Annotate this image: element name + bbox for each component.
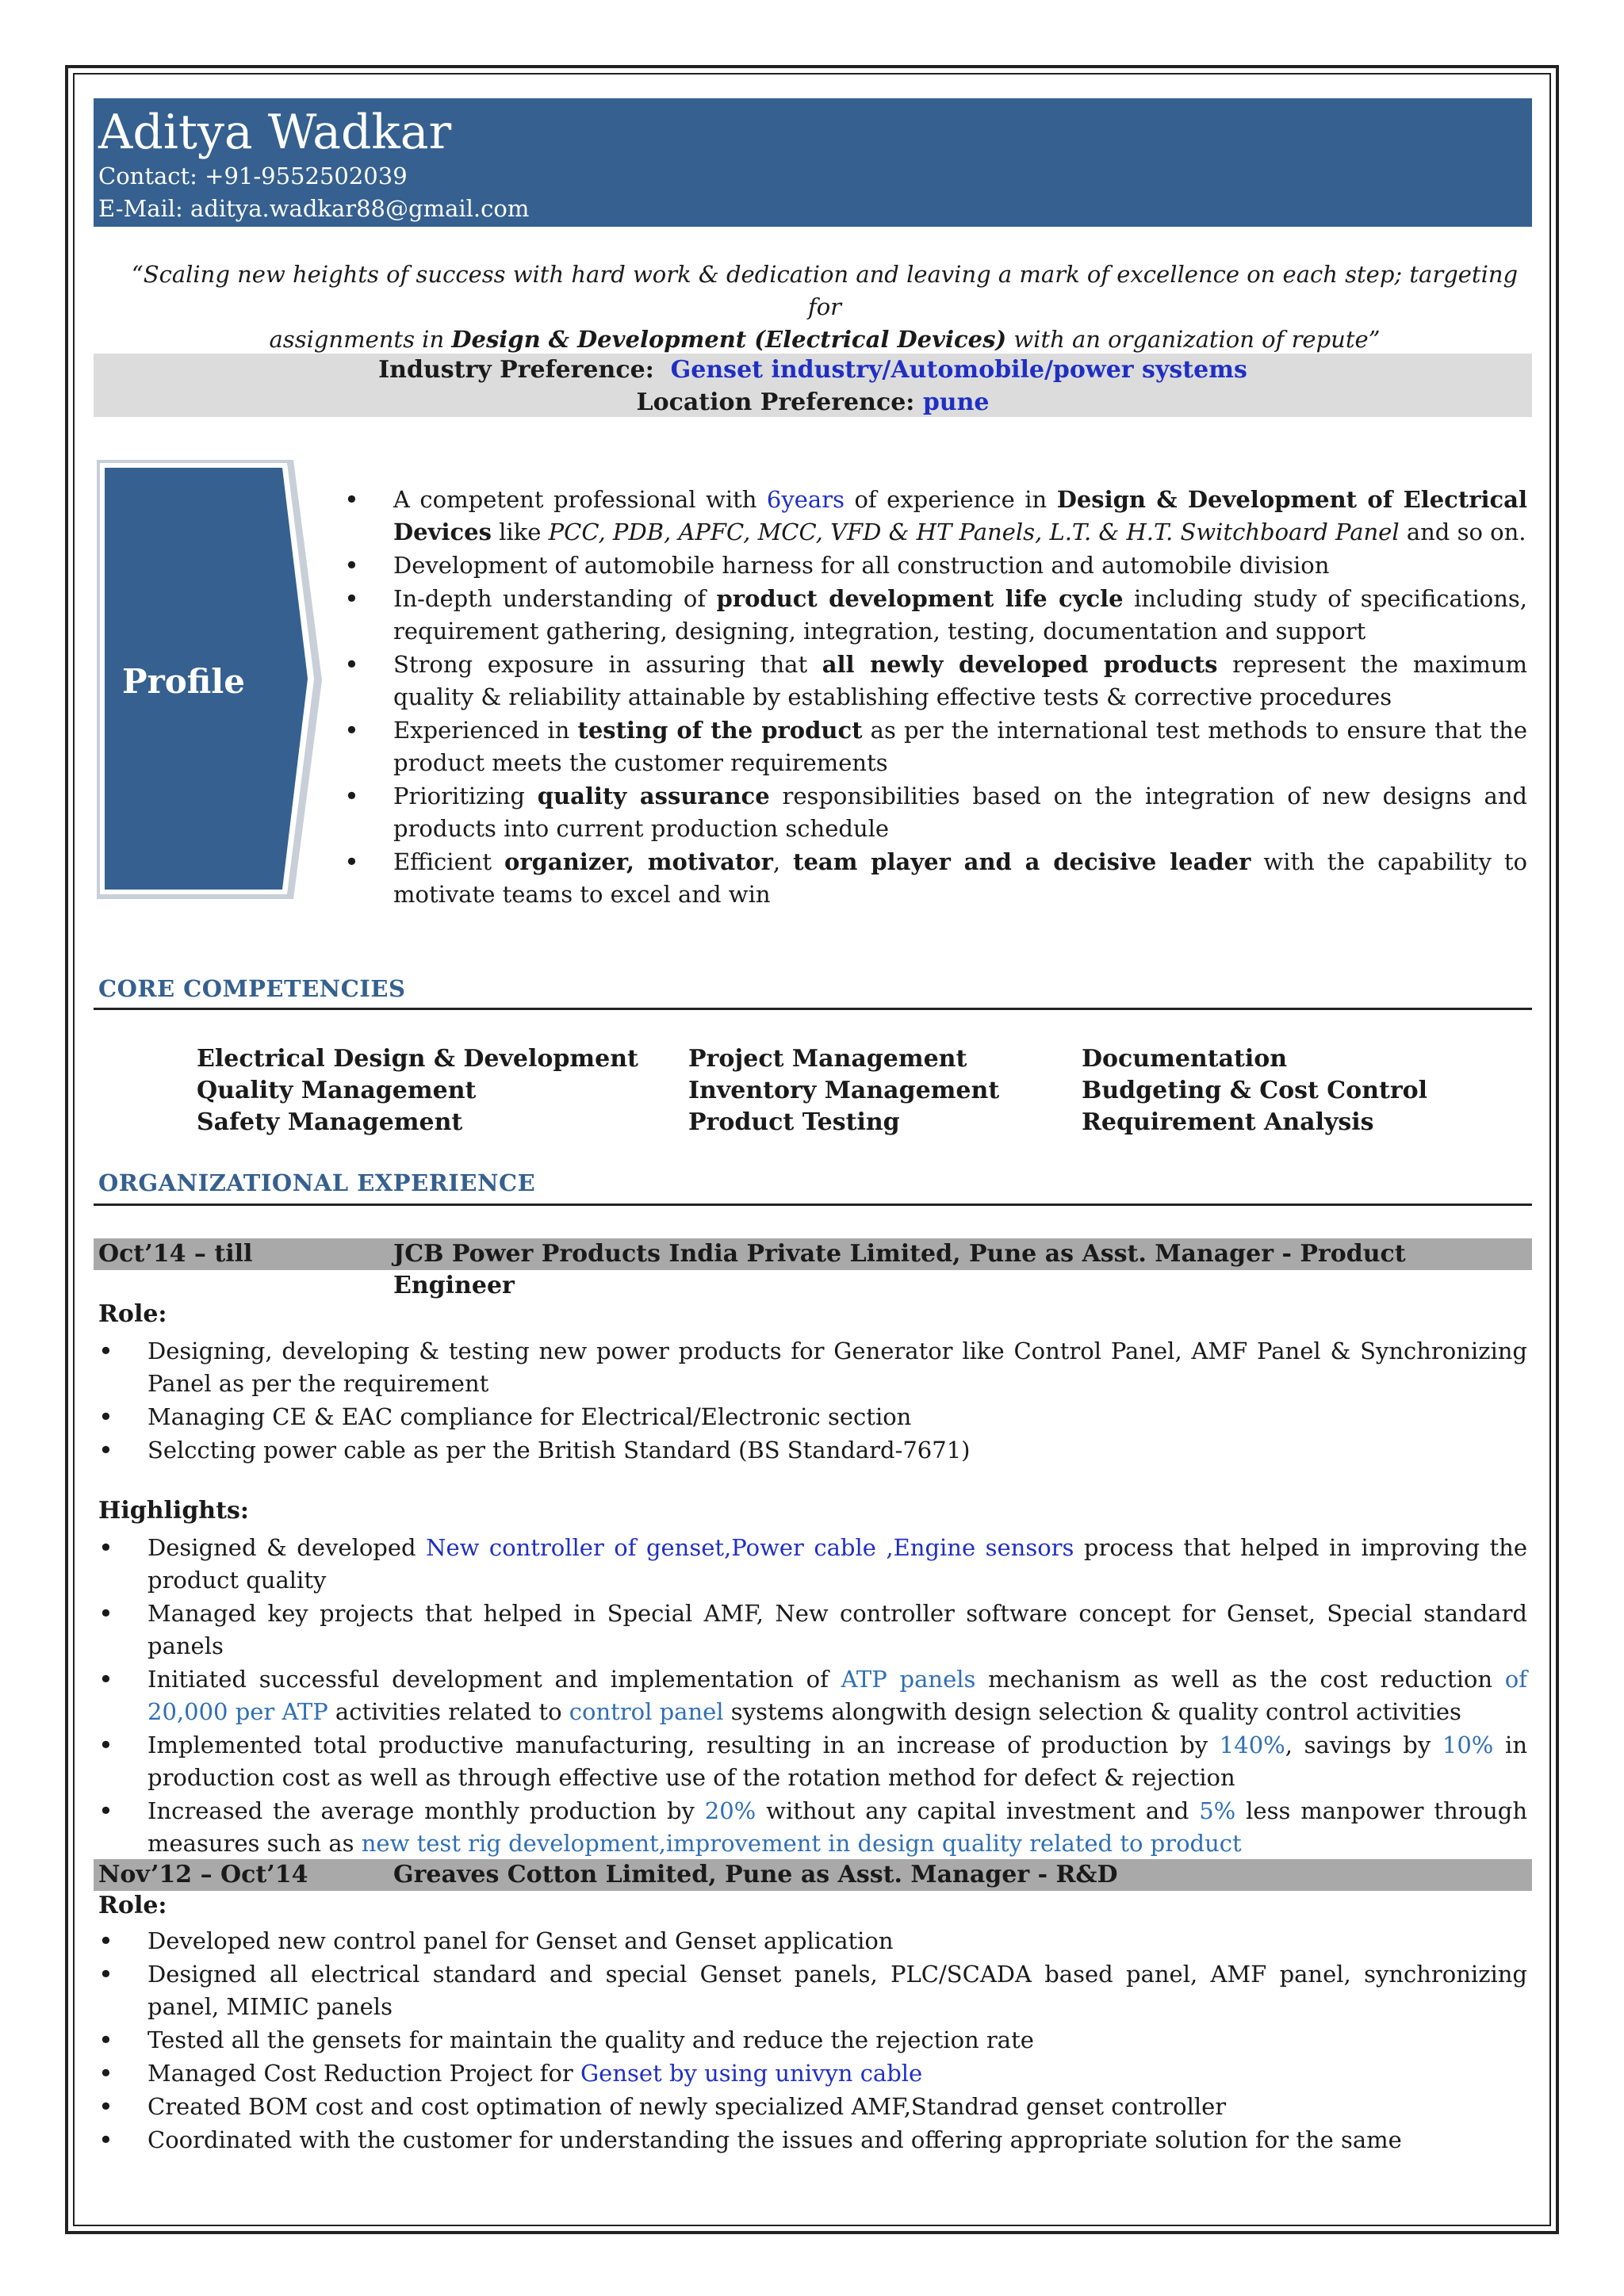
competency-column-1: [197, 1043, 638, 1138]
profile-bullet: • Efficient organizer, motivator, team player and a decisive leader with the capability to motivate teams to excel and win: [393, 846, 1527, 911]
job-1-highlights-label: Highlights:: [98, 1497, 249, 1525]
core-competencies-title: CORE COMPETENCIES: [98, 975, 406, 1002]
job-1-role-bullet: • Selccting power cable as per the British Standard (BS Standard-7671): [147, 1434, 1527, 1467]
competency-item: Inventory Management: [688, 1077, 1000, 1104]
job-2-dates: Nov’12 – Oct’14: [98, 1861, 308, 1888]
job-1-highlight-bullet: • Designed & developed New controller of genset,Power cable ,Engine sensors process that helped in improving the product quality: [147, 1532, 1527, 1597]
job-1-role-bullet: • Managing CE & EAC compliance for Electrical/Electronic section: [147, 1401, 1527, 1433]
competency-item: Project Management: [688, 1045, 967, 1073]
competency-item: Product Testing: [688, 1108, 900, 1136]
quote-line-2: assignments in Design & Development (Electrical Devices) with an organization of repute”: [269, 326, 1381, 353]
industry-preference: Industry Preference: Genset industry/Automobile/power systems: [378, 356, 1247, 384]
competency-item: Budgeting & Cost Control: [1082, 1077, 1428, 1104]
profile-bullet: • A competent professional with 6years of experience in Design & Development of Electrical Devices like PCC, PDB, APFC, MCC, VFD & HT Panels, L.T. & H.T. Switchboard Panel and so on.: [393, 484, 1527, 549]
preferences-band: [94, 354, 1532, 417]
competency-item: Safety Management: [197, 1108, 463, 1136]
job-2-role-bullet: • Tested all the gensets for maintain the quality and reduce the rejection rate: [147, 2024, 1527, 2057]
candidate-name: Aditya Wadkar: [98, 105, 452, 160]
job-1-highlight-bullet: • Initiated successful development and implementation of ATP panels mechanism as well as the cost reduction of 20,000 per ATP activities related to control panel systems alongwith design selection & quality control activities: [147, 1663, 1527, 1728]
profile-arrow-panel: [92, 457, 330, 901]
competency-column-2: [688, 1043, 999, 1138]
profile-bullet: • Experienced in testing of the product as per the international test methods to ensure that the product meets the customer requirements: [393, 714, 1527, 779]
job-2-title: Greaves Cotton Limited, Pune as Asst. Manager - R&D: [393, 1861, 1118, 1888]
job-1-highlight-bullet: • Implemented total productive manufacturing, resulting in an increase of production by 140%, savings by 10% in production cost as well as through effective use of the rotation method for defect & rejection: [147, 1729, 1527, 1794]
job-2-role-bullet: • Coordinated with the customer for understanding the issues and offering appropriate solution for the same: [147, 2124, 1527, 2156]
job-2-role-bullet: • Managed Cost Reduction Project for Genset by using univyn cable: [147, 2057, 1527, 2090]
core-competencies-rule: [94, 1008, 1532, 1010]
job-1-highlight-bullet: • Managed key projects that helped in Special AMF, New controller software concept for Genset, Special standard panels: [147, 1598, 1527, 1663]
job-1-dates: Oct’14 – till: [98, 1240, 253, 1268]
job-2-role-label: Role:: [98, 1892, 167, 1919]
contact-email[interactable]: E-Mail: aditya.wadkar88@gmail.com: [98, 195, 530, 222]
job-1-bar: [94, 1238, 1532, 1299]
contact-phone: Contact: +91-9552502039: [98, 163, 408, 189]
profile-bullet: • Strong exposure in assuring that all newly developed products represent the maximum quality & reliability attainable by establishing effective tests & corrective procedures: [393, 649, 1527, 714]
experience-title: ORGANIZATIONAL EXPERIENCE: [98, 1169, 536, 1196]
profile-label: Profile: [122, 662, 245, 701]
job-2-role-bullet: • Designed all electrical standard and special Genset panels, PLC/SCADA based panel, AMF panel, synchronizing panel, MIMIC panels: [147, 1958, 1527, 2023]
profile-bullet: • Prioritizing quality assurance responsibilities based on the integration of new designs and products into current production schedule: [393, 780, 1527, 845]
career-objective-quote: [127, 258, 1522, 356]
job-2-role-bullet: • Created BOM cost and cost optimation of newly specialized AMF,Standrad genset controller: [147, 2091, 1527, 2123]
job-2-role-bullet: • Developed new control panel for Genset and Genset application: [147, 1925, 1527, 1957]
location-preference: Location Preference: pune: [636, 388, 990, 416]
job-1-highlight-bullet: • Increased the average monthly production by 20% without any capital investment and 5% less manpower through measures such as new test rig development,improvement in design quality related to product: [147, 1795, 1527, 1860]
experience-rule: [94, 1203, 1532, 1206]
quote-line-1: “Scaling new heights of success with hard work & dedication and leaving a mark of excellence on each step; targeting for: [131, 261, 1519, 320]
job-2-role-bullets: [147, 1925, 1527, 2157]
competency-item: Electrical Design & Development: [197, 1045, 638, 1073]
competency-column-3: [1082, 1043, 1427, 1138]
competency-item: Documentation: [1082, 1045, 1288, 1073]
resume-header: [94, 98, 1532, 227]
job-1-title: JCB Power Products India Private Limited, Pune as Asst. Manager - Product Engineer: [393, 1240, 1406, 1299]
job-1-highlight-bullets: [147, 1532, 1527, 1861]
competency-item: Quality Management: [197, 1077, 477, 1104]
profile-bullet: • In-depth understanding of product development life cycle including study of specifications, requirement gathering, designing, integration, testing, documentation and support: [393, 583, 1527, 648]
profile-bullet: • Development of automobile harness for all construction and automobile division: [393, 549, 1527, 582]
profile-bullets: [393, 484, 1527, 912]
job-1-role-label: Role:: [98, 1300, 167, 1328]
job-1-role-bullet: • Designing, developing & testing new power products for Generator like Control Panel, AMF Panel & Synchronizing Panel as per the requirement: [147, 1335, 1527, 1400]
job-2-bar: [94, 1859, 1532, 1891]
job-1-role-bullets: [147, 1335, 1527, 1468]
competency-item: Requirement Analysis: [1082, 1108, 1374, 1136]
